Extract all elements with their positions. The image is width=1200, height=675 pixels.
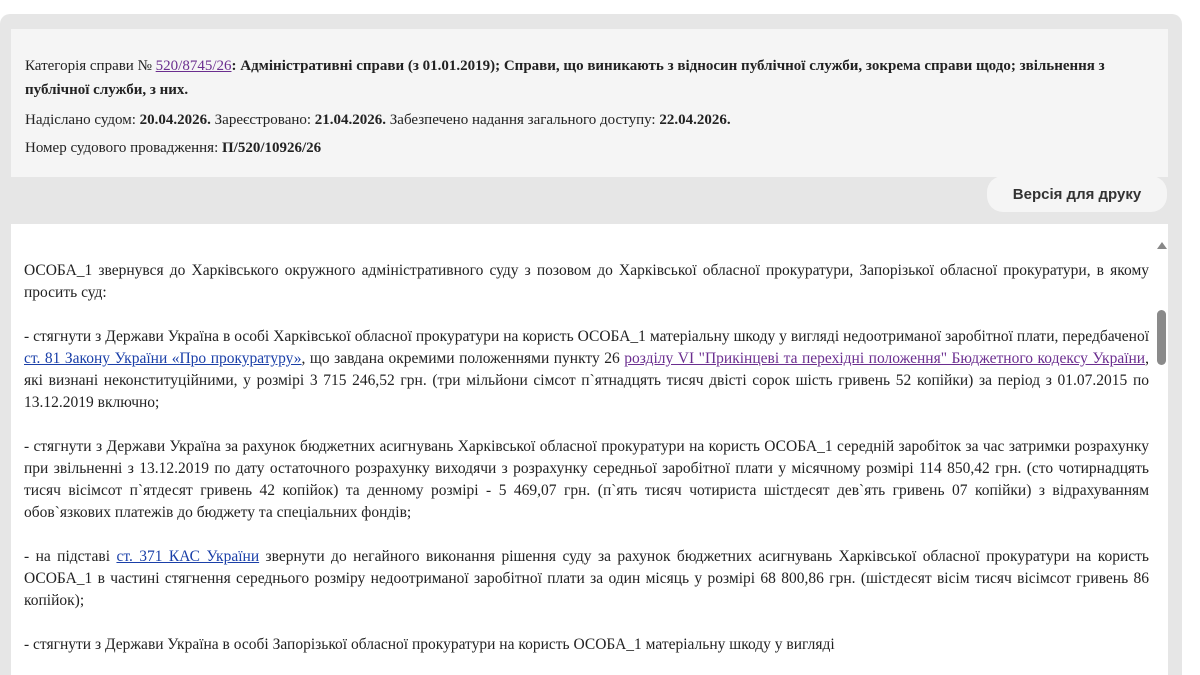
registered-date: 21.04.2026. <box>314 112 387 128</box>
case-category-text: : Адміністративні справи (з 01.01.2019); Справи, що виникають з відносин публічної служби, зокрема справи щодо; звільнення з публічної служби, з них. <box>25 58 1105 98</box>
case-category-label: Категорія справи № <box>25 58 156 74</box>
scroll-up-arrow-icon[interactable] <box>1157 242 1167 249</box>
document-paragraph: - стягнути з Держави Україна за рахунок бюджетних асигнувань Харківської обласної прокуратури на користь ОСОБА_1 середній заробіток за час затримки розрахунку при звільненні з 13.12.2019 по дату остаточного розрахунку виходячи з розрахунку середньої заробітної плати у місячному розмірі 114 850,42 грн. (сто чотирнадцять тисяч вісімсот п`ятдесят гривень 42 копійок) та денному розмірі - 5 469,07 грн. (п`ять тисяч чотириста шістдесят дев`ять гривень 07 копійки) з відрахуванням обов`язкових платежів до бюджету та спеціальних фондів; <box>24 438 1149 521</box>
law-link-prosecution-act[interactable]: ст. 81 Закону України «Про прокуратуру» <box>24 350 302 367</box>
paragraph-text: , які визнані неконституційними, у розмірі 3 715 246,52 грн. (три мільйони сімсот п`ятнадцять тисяч двісті сорок шість гривень 52 копійки) за період з 01.07.2015 по 13.12.2019 включно; <box>24 350 1149 411</box>
document-paragraph: - стягнути з Держави Україна в особі Запорізької обласної прокуратури на користь ОСОБА_1 матеріальну шкоду у вигляді <box>24 636 835 653</box>
scrollbar-thumb[interactable] <box>1157 310 1166 365</box>
document-viewer <box>11 224 1168 675</box>
law-link-budget-code[interactable]: розділу VI "Прикінцеві та перехідні положення" Бюджетного кодексу України <box>624 350 1146 367</box>
print-version-button[interactable]: Версія для друку <box>987 176 1167 212</box>
paragraph-text: звернути до негайного виконання рішення суду за рахунок бюджетних асигнувань Харківської обласної прокуратури на користь ОСОБА_1 в частині стягнення середнього розміру недоотриманої заробітної плати за один місяць у розмірі 68 800,86 грн. (шістдесят вісім тисяч вісімсот гривень 86 копійок); <box>24 548 1149 609</box>
proceeding-label: Номер судового провадження: <box>25 140 222 156</box>
access-label: Забезпечено надання загального доступу: <box>386 112 660 128</box>
proceeding-number <box>25 139 321 157</box>
document-paragraph <box>24 326 1149 414</box>
document-text <box>24 260 1149 675</box>
access-date: 22.04.2026. <box>659 112 731 128</box>
page-background <box>0 14 1182 675</box>
sent-label: Надіслано судом: <box>25 112 140 128</box>
case-number-link[interactable]: 520/8745/26 <box>155 58 232 74</box>
law-link-kas-371[interactable]: ст. 371 КАС України <box>116 548 260 565</box>
paragraph-text: , що завдана окремими положеннями пункту 26 <box>301 350 625 367</box>
case-dates <box>25 111 731 129</box>
proceeding-value: П/520/10926/26 <box>222 140 322 156</box>
paragraph-text: - стягнути з Держави Україна в особі Харківської обласної прокуратури на користь ОСОБА_1 матеріальну шкоду у вигляді недоотриманої заробітної плати, передбаченої <box>24 328 1149 345</box>
document-scrollbar[interactable] <box>1155 224 1168 675</box>
paragraph-text: - на підставі <box>24 548 117 565</box>
case-category <box>25 54 1155 102</box>
document-paragraph: ОСОБА_1 звернувся до Харківського окружного адміністративного суду з позовом до Харківської обласної прокуратури, Запорізької обласної прокуратури, в якому просить суд: <box>24 262 1149 301</box>
case-info-panel <box>11 29 1168 177</box>
registered-label: Зареєстровано: <box>210 112 315 128</box>
document-paragraph <box>24 546 1149 612</box>
sent-date: 20.04.2026. <box>139 112 211 128</box>
